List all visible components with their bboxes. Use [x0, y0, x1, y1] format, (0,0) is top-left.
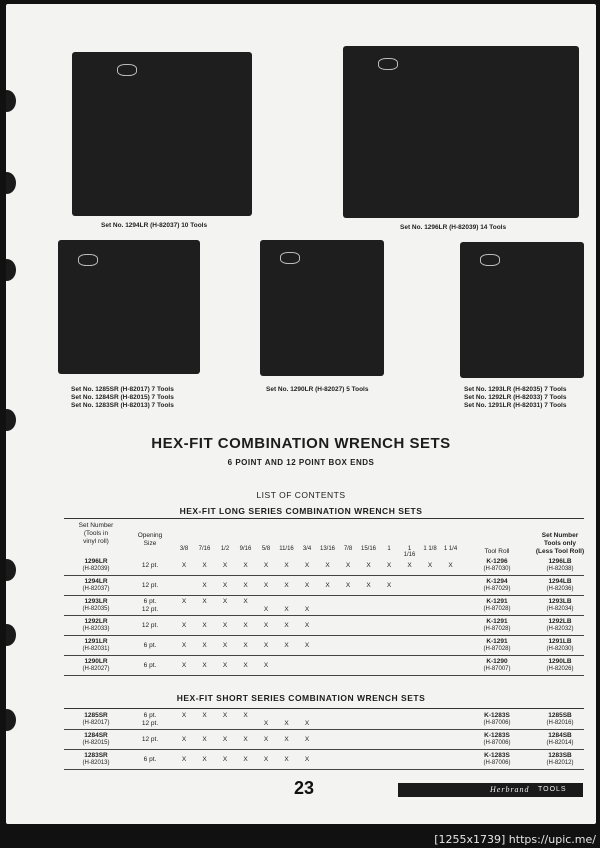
- photo-caption: Set No. 1285SR (H-82017) 7 Tools Set No. 1284SR (H-82015) 7 Tools Set No. 1283SR (H-82013) 7 Tools: [71, 386, 174, 409]
- size-mark: X: [222, 562, 228, 569]
- size-mark: X: [304, 582, 310, 589]
- photo-caption: Set No. 1293LR (H-82035) 7 Tools Set No. 1292LR (H-82033) 7 Tools Set No. 1291LR (H-82031) 7 Tools: [464, 386, 567, 409]
- size-mark: X: [243, 736, 248, 743]
- set-h-number: (H-82015): [82, 740, 110, 746]
- size-mark: X: [181, 642, 187, 649]
- tool-roll-number: K-1283S: [484, 752, 510, 759]
- table-row: [64, 710, 584, 730]
- size-mark: X: [202, 642, 207, 649]
- size-column-header: 1: [387, 546, 391, 552]
- size-mark: X: [243, 662, 248, 669]
- size-mark: X: [366, 582, 371, 589]
- set-number: 1290LR: [84, 658, 108, 665]
- size-column-header: 1 1/16: [403, 546, 416, 558]
- set-h-number: (H-82037): [82, 586, 110, 592]
- size-mark: X: [243, 756, 248, 763]
- size-mark: X: [263, 662, 269, 669]
- tools-only-number: 1294LB: [548, 578, 572, 585]
- size-mark: X: [202, 662, 207, 669]
- size-mark: X: [243, 622, 248, 629]
- size-mark: X: [366, 562, 371, 569]
- tools-only-h-number: (H-82016): [546, 720, 574, 726]
- tool-roll-number: K-1291: [486, 638, 508, 645]
- size-mark: X: [304, 756, 310, 763]
- tool-roll-number: K-1283S: [484, 732, 510, 739]
- size-column-header: 13/16: [319, 546, 335, 552]
- size-mark: X: [222, 662, 228, 669]
- size-mark: X: [181, 562, 187, 569]
- table-row: [64, 576, 584, 596]
- tool-roll-h-number: (H-87007): [483, 666, 511, 672]
- tools-only-number: 1296LB: [548, 558, 572, 565]
- binder-hole: [6, 709, 16, 731]
- size-mark: X: [181, 622, 187, 629]
- tools-only-h-number: (H-82030): [546, 646, 574, 652]
- tool-roll-h-number: (H-87029): [483, 586, 511, 592]
- size-column-header: 1/2: [220, 546, 230, 552]
- tool-roll-h-number: (H-87006): [483, 720, 511, 726]
- table-row: [64, 556, 584, 576]
- opening-size: 6 pt.: [143, 642, 157, 649]
- size-column-header: 11/16: [279, 546, 294, 552]
- opening-size: 12 pt.: [141, 622, 159, 629]
- tool-roll-h-number: (H-87030): [483, 566, 511, 572]
- size-mark: X: [243, 562, 248, 569]
- size-mark: X: [263, 582, 269, 589]
- scan-info: [1255x1739] https://upic.me/: [434, 833, 596, 846]
- size-mark: X: [222, 598, 228, 605]
- size-mark: X: [386, 582, 392, 589]
- size-column-header: 9/16: [239, 546, 252, 552]
- short-series-heading: HEX-FIT SHORT SERIES COMBINATION WRENCH SETS: [176, 693, 426, 703]
- size-mark: X: [304, 562, 310, 569]
- table-row: [64, 750, 584, 770]
- opening-size: 6 pt.: [143, 712, 157, 719]
- size-column-header: 1 1/4: [443, 546, 458, 552]
- table-row: [64, 596, 584, 616]
- size-mark: X: [181, 736, 187, 743]
- binder-hole: [6, 624, 16, 646]
- photo-caption: Set No. 1296LR (H-82039) 14 Tools: [400, 224, 507, 231]
- size-column-header: 5/8: [261, 546, 271, 552]
- table-rule: [64, 708, 584, 709]
- size-mark: X: [284, 736, 289, 743]
- size-mark: X: [263, 642, 269, 649]
- size-mark: X: [345, 562, 351, 569]
- size-mark: X: [345, 582, 351, 589]
- size-mark: X: [222, 582, 228, 589]
- set-number: 1291LR: [84, 638, 108, 645]
- size-mark: X: [181, 598, 187, 605]
- tools-only-number: 1293LB: [548, 598, 572, 605]
- size-mark: X: [222, 736, 228, 743]
- tools-only-h-number: (H-82032): [546, 626, 574, 632]
- binder-hole: [6, 259, 16, 281]
- binder-hole: [6, 172, 16, 194]
- size-mark: X: [243, 582, 248, 589]
- binder-hole: [6, 559, 16, 581]
- tool-roll-number: K-1296: [486, 558, 508, 565]
- brand-bar: Herbrand TOOLS: [398, 783, 583, 797]
- size-mark: X: [304, 642, 310, 649]
- tool-roll-h-number: (H-87028): [483, 606, 511, 612]
- size-mark: X: [284, 720, 289, 727]
- binder-hole: [6, 409, 16, 431]
- size-mark: X: [427, 562, 433, 569]
- page-title: HEX-FIT COMBINATION WRENCH SETS: [151, 435, 451, 452]
- table-row: [64, 730, 584, 750]
- opening-size: 6 pt.: [143, 598, 157, 605]
- tool-roll-number: K-1291: [486, 618, 508, 625]
- size-mark: X: [304, 622, 310, 629]
- size-mark: X: [284, 756, 289, 763]
- size-mark: X: [325, 582, 330, 589]
- size-mark: X: [202, 712, 207, 719]
- tools-only-number: 1290LB: [548, 658, 572, 665]
- size-mark: X: [222, 712, 228, 719]
- opening-size: 12 pt.: [141, 582, 159, 589]
- size-mark: X: [202, 562, 207, 569]
- photo-caption: Set No. 1294LR (H-82037) 10 Tools: [101, 222, 208, 229]
- opening-size: 6 pt.: [143, 756, 157, 763]
- tools-only-h-number: (H-82026): [546, 666, 574, 672]
- size-mark: X: [181, 712, 187, 719]
- size-column-header: 1 1/8: [423, 546, 437, 552]
- size-mark: X: [202, 756, 207, 763]
- size-column-header: 3/4: [302, 546, 312, 552]
- opening-size: 12 pt.: [141, 606, 159, 613]
- size-mark: X: [263, 756, 269, 763]
- wrench-roll-photo: [72, 52, 252, 216]
- size-mark: X: [243, 712, 248, 719]
- set-h-number: (H-82033): [82, 626, 110, 632]
- table-row: [64, 616, 584, 636]
- size-mark: X: [284, 642, 289, 649]
- page-subtitle: 6 POINT AND 12 POINT BOX ENDS: [227, 458, 375, 467]
- table-rule: [64, 518, 584, 519]
- size-mark: X: [284, 606, 289, 613]
- opening-size: 6 pt.: [143, 662, 157, 669]
- row-rule: [64, 769, 584, 770]
- size-mark: X: [263, 606, 269, 613]
- tool-roll-h-number: (H-87006): [483, 740, 511, 746]
- size-mark: X: [263, 622, 269, 629]
- set-number: 1284SR: [84, 732, 108, 739]
- size-mark: X: [263, 720, 269, 727]
- size-mark: X: [222, 622, 228, 629]
- set-h-number: (H-82031): [82, 646, 110, 652]
- size-mark: X: [202, 736, 207, 743]
- tools-only-number: 1292LB: [548, 618, 572, 625]
- size-mark: X: [304, 720, 310, 727]
- tools-only-h-number: (H-82036): [546, 586, 574, 592]
- tools-only-number: 1291LB: [548, 638, 572, 645]
- tool-roll-number: K-1283S: [484, 712, 510, 719]
- tool-roll-number: K-1291: [486, 598, 508, 605]
- tool-roll-number: K-1294: [486, 578, 508, 585]
- opening-size: 12 pt.: [141, 736, 159, 743]
- size-mark: X: [325, 562, 330, 569]
- tools-only-number: 1284SB: [548, 732, 572, 739]
- brand-logo: Herbrand: [490, 785, 530, 794]
- set-number: 1285SR: [84, 712, 108, 719]
- size-mark: X: [448, 562, 453, 569]
- table-row: [64, 636, 584, 656]
- tools-only-h-number: (H-82038): [546, 566, 574, 572]
- tool-roll-h-number: (H-87006): [483, 760, 511, 766]
- set-h-number: (H-82017): [82, 720, 110, 726]
- size-mark: X: [202, 598, 207, 605]
- size-mark: X: [181, 756, 187, 763]
- set-h-number: (H-82039): [82, 566, 110, 572]
- set-h-number: (H-82035): [82, 606, 110, 612]
- set-number: 1294LR: [84, 578, 108, 585]
- long-series-heading: HEX-FIT LONG SERIES COMBINATION WRENCH SETS: [179, 506, 423, 516]
- size-mark: X: [243, 598, 248, 605]
- set-number: 1292LR: [84, 618, 108, 625]
- tool-roll-h-number: (H-87028): [483, 646, 511, 652]
- tools-only-h-number: (H-82014): [546, 740, 574, 746]
- size-mark: X: [202, 582, 207, 589]
- size-mark: X: [304, 736, 310, 743]
- row-rule: [64, 675, 584, 676]
- photo-caption: Set No. 1290LR (H-82027) 5 Tools: [266, 386, 369, 393]
- opening-size: 12 pt.: [141, 562, 159, 569]
- set-number: 1283SR: [84, 752, 108, 759]
- catalog-page: [6, 4, 596, 824]
- table-row: [64, 656, 584, 676]
- opening-size: 12 pt.: [141, 720, 159, 727]
- size-mark: X: [386, 562, 392, 569]
- wrench-roll-photo: [260, 240, 384, 376]
- set-number: 1293LR: [84, 598, 108, 605]
- size-mark: X: [263, 562, 269, 569]
- size-mark: X: [284, 622, 289, 629]
- size-column-header: 15/16: [360, 546, 376, 552]
- size-mark: X: [243, 642, 248, 649]
- page-number: 23: [294, 778, 315, 798]
- tools-only-h-number: (H-82034): [546, 606, 574, 612]
- tools-only-number: 1285SB: [548, 712, 572, 719]
- size-column-header: 7/16: [198, 546, 211, 552]
- size-mark: X: [284, 582, 289, 589]
- size-mark: X: [263, 736, 269, 743]
- wrench-roll-photo: [343, 46, 579, 218]
- wrench-roll-photo: [58, 240, 200, 374]
- size-column-header: 7/8: [343, 546, 353, 552]
- set-h-number: (H-82027): [82, 666, 110, 672]
- size-mark: X: [407, 562, 412, 569]
- tool-roll-number: K-1290: [486, 658, 508, 665]
- size-mark: X: [202, 622, 207, 629]
- set-h-number: (H-82013): [82, 760, 110, 766]
- size-mark: X: [304, 606, 310, 613]
- size-mark: X: [222, 642, 228, 649]
- tools-only-number: 1283SB: [548, 752, 572, 759]
- size-mark: X: [284, 562, 289, 569]
- wrench-roll-photo: [460, 242, 584, 378]
- size-mark: X: [181, 662, 187, 669]
- table-header: Set Number (Tools in vinyl roll) Opening Size 3/8 7/16 1/2 9/16 5/8 11/16 3/4 13/16 7/8 15/16 1 1 1/16 1 1/8 1 1/4 Tool Roll Set Number Tools only (Less Tool Roll): [78, 522, 585, 558]
- tools-only-h-number: (H-82012): [546, 760, 574, 766]
- size-mark: X: [222, 756, 228, 763]
- size-column-header: 3/8: [179, 546, 189, 552]
- binder-hole: [6, 90, 16, 112]
- contents-heading: LIST OF CONTENTS: [256, 490, 346, 500]
- set-number: 1296LR: [84, 558, 108, 565]
- tool-roll-h-number: (H-87028): [483, 626, 511, 632]
